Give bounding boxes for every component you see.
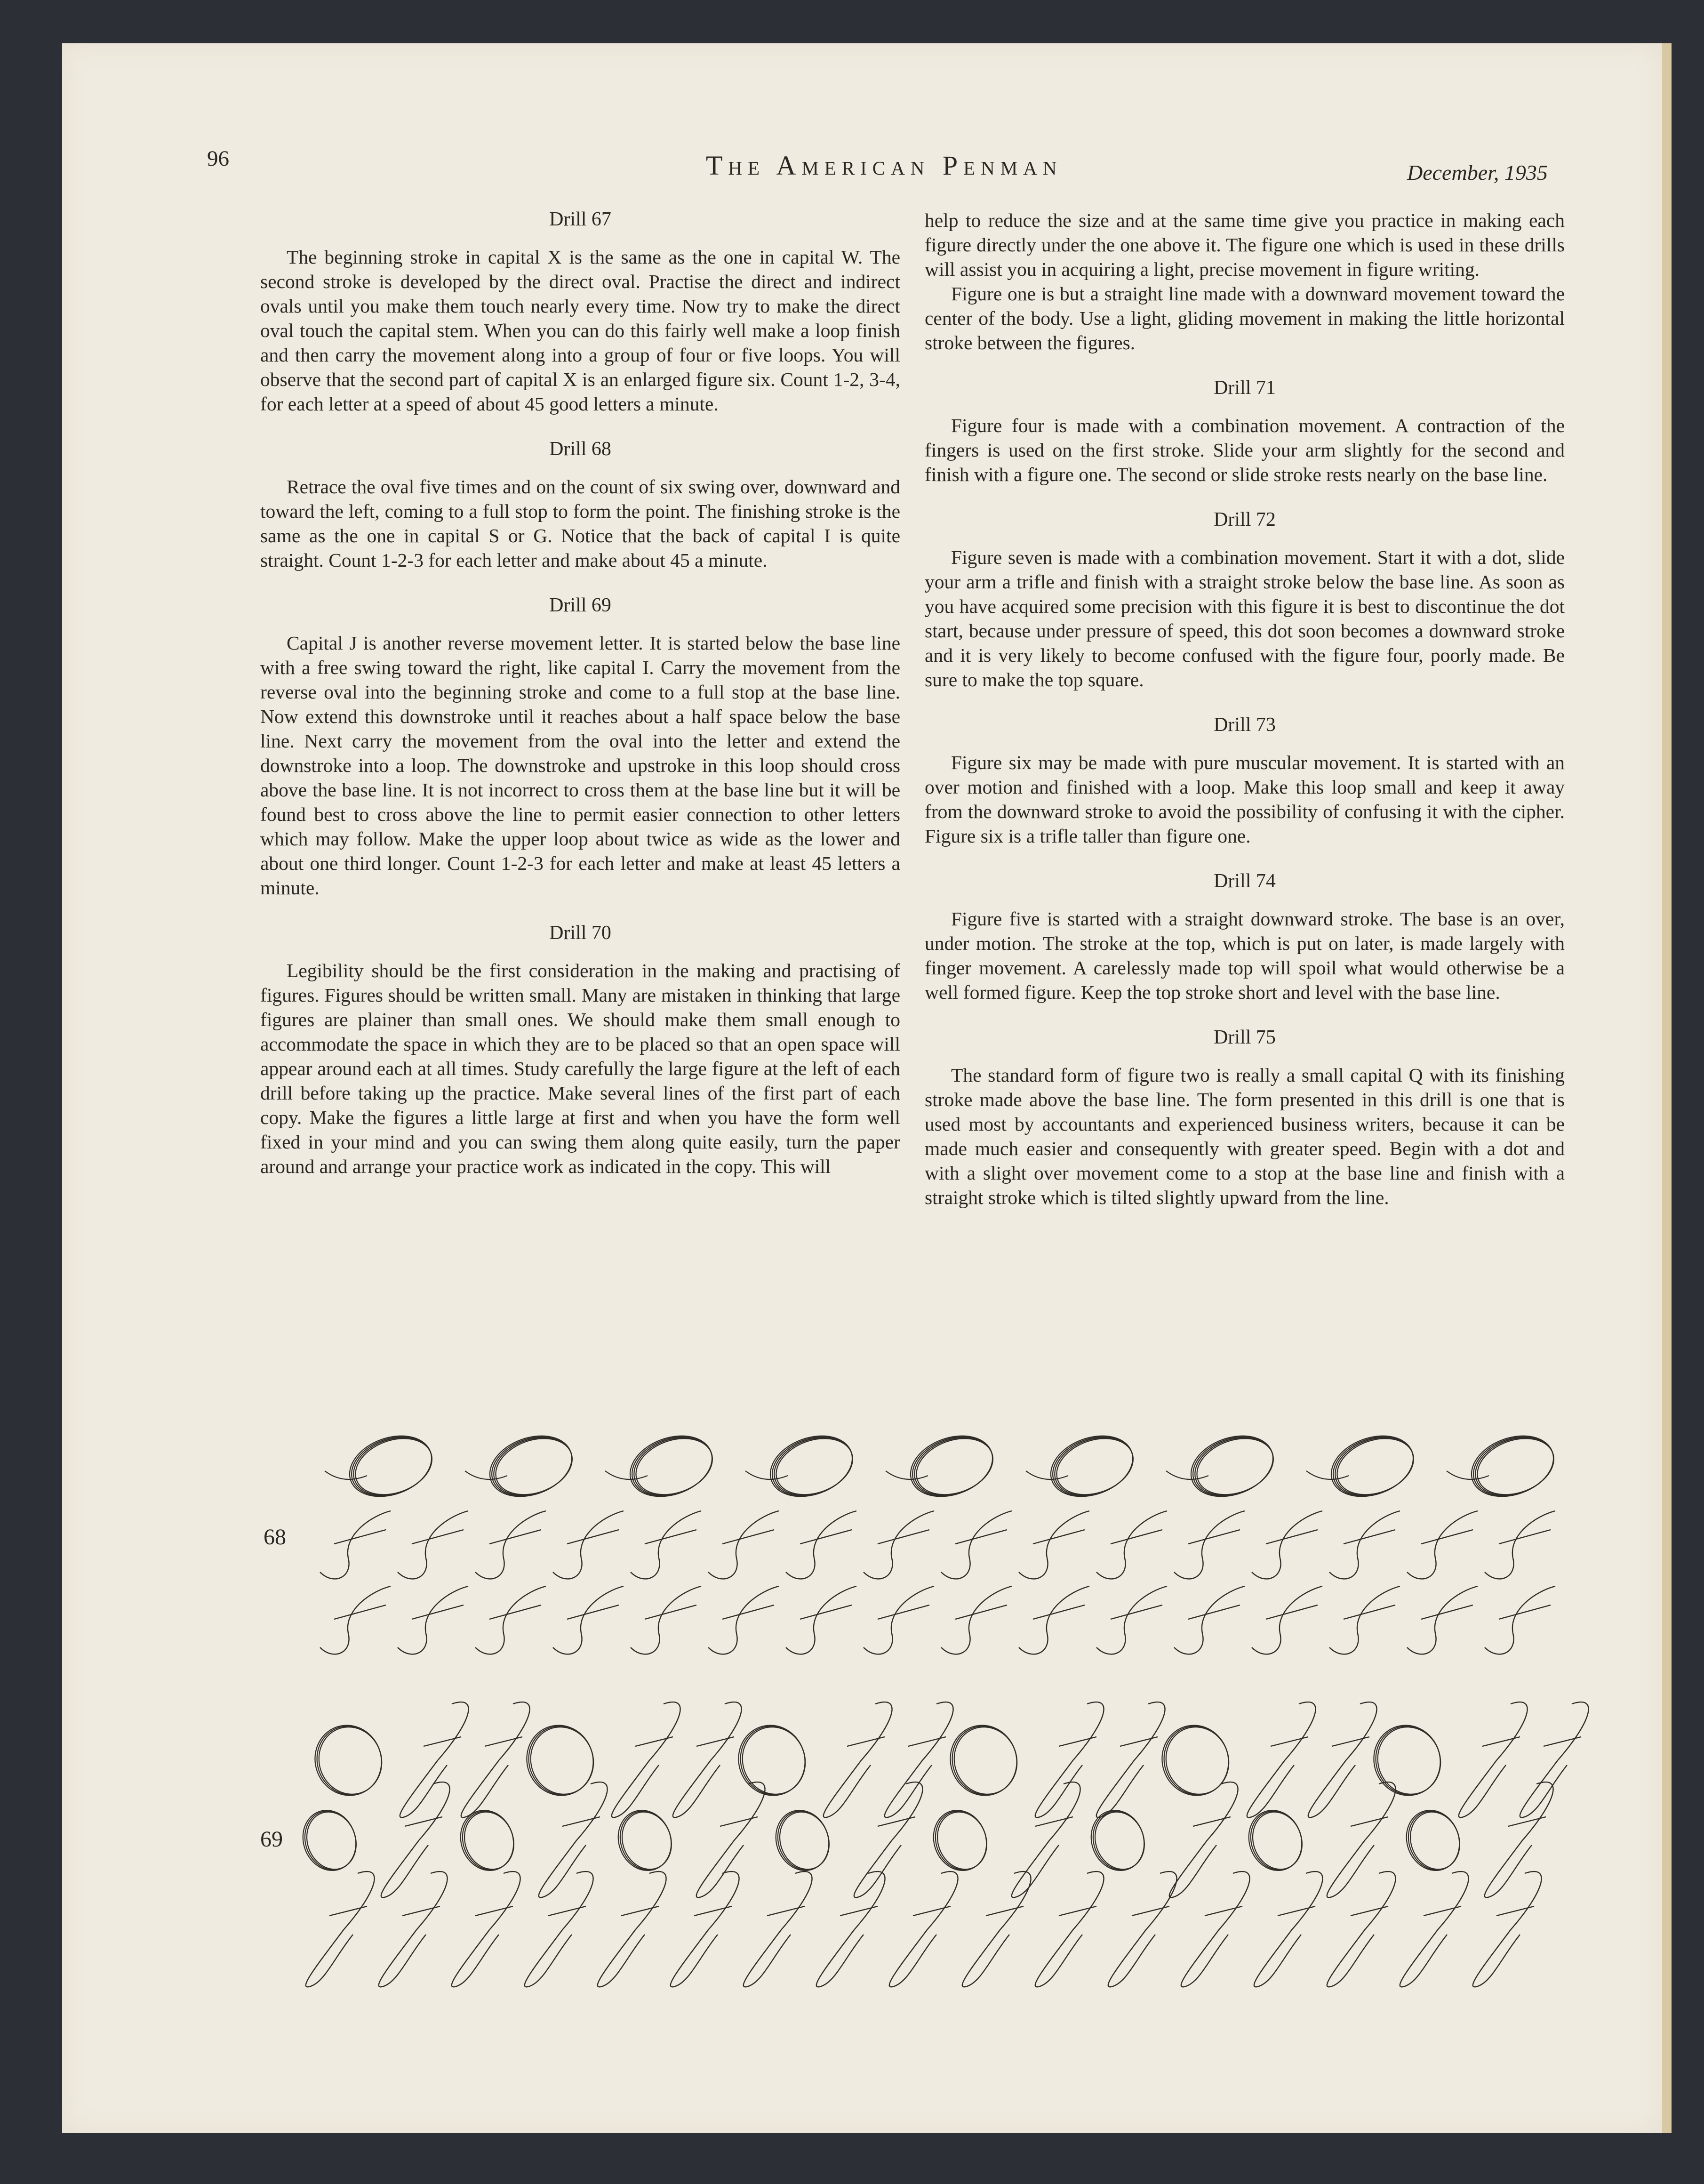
drill-paragraph: help to reduce the size and at the same time give you practice in making each figure directly under the one above it. The figure one which is used in these drills will assist you in acquiring a light, precise movement in figure writing. xyxy=(925,209,1565,280)
drill-paragraph: Figure five is started with a straight downward stroke. The base is an over, under motion. The stroke at the top, which is put on later, is made largely with finger movement. A carelessly made top will spoil what would otherwise be a well formed figure. Keep the top stroke short and level with the base line. xyxy=(925,908,1565,1003)
drill-paragraph: The beginning stroke in capital X is the same as the one in capital W. The second stroke is developed by the direct oval. Practise the direct and indirect ovals until you make them touch nearly every time. Now try to make the direct oval touch the capital stem. When you can do this fairly well make a loop finish and then carry the movement along into a group of four or five loops. You will observe that the second part of capital X is an enlarged figure six. Count 1-2, 3-4, for each letter at a speed of about 45 good letters a minute. xyxy=(260,246,900,415)
drill-70-continued xyxy=(925,208,1565,355)
drill-paragraph: The standard form of figure two is really a small capital Q with its finishing stroke made above the base line. The form presented in this drill is one that is used most by accountants and experienced business writers, because it can be made much easier and consequently with greater speed. Begin with a dot and with a slight over movement come to a stop at the base line and finish with a straight stroke which is tilted slightly upward from the line. xyxy=(925,1064,1565,1208)
drill-title: Drill 75 xyxy=(1214,1027,1276,1048)
drill-74-section xyxy=(925,869,1565,1004)
drill-title: Drill 69 xyxy=(549,594,611,616)
drill-paragraph: Figure one is but a straight line made with a downward movement toward the center of the body. Use a light, gliding movement in making the little horizontal stroke between the figures. xyxy=(925,283,1565,353)
drill-title: Drill 71 xyxy=(1214,377,1276,399)
drill-67-section xyxy=(260,207,900,416)
drill-title: Drill 67 xyxy=(549,209,611,230)
drill-71-section xyxy=(925,376,1565,487)
drill-paragraph: Capital J is another reverse movement letter. It is started below the base line with a free swing toward the right, like capital I. Carry the movement from the reverse oval into the beginning stroke and come to a full stop at the base line. Now extend this downstroke until it reaches about a half space below the base line. Next carry the movement from the oval into the letter and extend the downstroke into a loop. The downstroke and upstroke in this loop should cross above the base line. It is not incorrect to cross them at the base line but it will be found best to cross above the line to permit easier connection to other letters which may follow. Make the upper loop about twice as wide as the lower and about one third longer. Count 1-2-3 for each letter and make at least 45 letters a minute. xyxy=(260,632,900,899)
page-number: 96 xyxy=(207,146,229,171)
issue-date: December, 1935 xyxy=(1407,161,1548,185)
drill-title: Drill 74 xyxy=(1214,870,1276,892)
drill-paragraph: Retrace the oval five times and on the count of six swing over, downward and toward the left, coming to a full stop to form the point. The finishing stroke is the same as the one in capital S or G. Notice that the back of capital I is quite straight. Count 1-2-3 for each letter and make about 45 a minute. xyxy=(260,476,900,571)
drill-title: Drill 70 xyxy=(549,922,611,944)
drill-69-section xyxy=(260,593,900,900)
right-column xyxy=(925,208,1565,1230)
drill-75-section xyxy=(925,1025,1565,1210)
drill-title: Drill 73 xyxy=(1214,714,1276,736)
drill-title: Drill 68 xyxy=(549,438,611,460)
drill-73-section xyxy=(925,713,1565,848)
drill-paragraph: Figure seven is made with a combination movement. Start it with a dot, slide your arm a trifle and finish with a straight stroke below the base line. As soon as you have acquired some precision with this figure it is best to discontinue the dot start, because under pressure of speed, this dot soon becomes a downward stroke and it is very likely to become confused with the figure four, poorly made. Be sure to make the top square. xyxy=(925,546,1565,691)
specimen-label-68: 68 xyxy=(264,1525,286,1550)
drill-paragraph: Legibility should be the first consideration in the making and practising of figures. Figures should be written small. Many are mistaken in thinking that large figures are plainer than small ones. We should make them small enough to accommodate the space in which they are to be placed so that an open space will appear around each at all times. Study carefully the large figure at the left of each drill before taking up the practice. Make several lines of the first part of each copy. Make the figures a little large at first and when you have the form well fixed in your mind and you can swing them along quite easily, turn the paper around and arrange your practice work as indicated in the copy. This will xyxy=(260,960,900,1177)
drill-paragraph: Figure six may be made with pure muscular movement. It is started with an over motion and finished with a loop. Make this loop small and keep it away from the downward stroke to avoid the possibility of confusing it with the cipher. Figure six is a trifle taller than figure one. xyxy=(925,752,1565,847)
drill-title: Drill 72 xyxy=(1214,509,1276,530)
specimen-label-69: 69 xyxy=(260,1827,283,1852)
drill-70-section xyxy=(260,921,900,1179)
next-page-edge xyxy=(1662,43,1672,2133)
running-title: The American Penman xyxy=(706,150,1063,181)
drill-paragraph: Figure four is made with a combination movement. A contraction of the fingers is used on the first stroke. Slide your arm slightly for the second and finish with a figure one. The second or slide stroke rests nearly on the base line. xyxy=(925,415,1565,485)
drill-72-section xyxy=(925,507,1565,692)
left-column xyxy=(260,207,900,1199)
drill-68-section xyxy=(260,437,900,572)
